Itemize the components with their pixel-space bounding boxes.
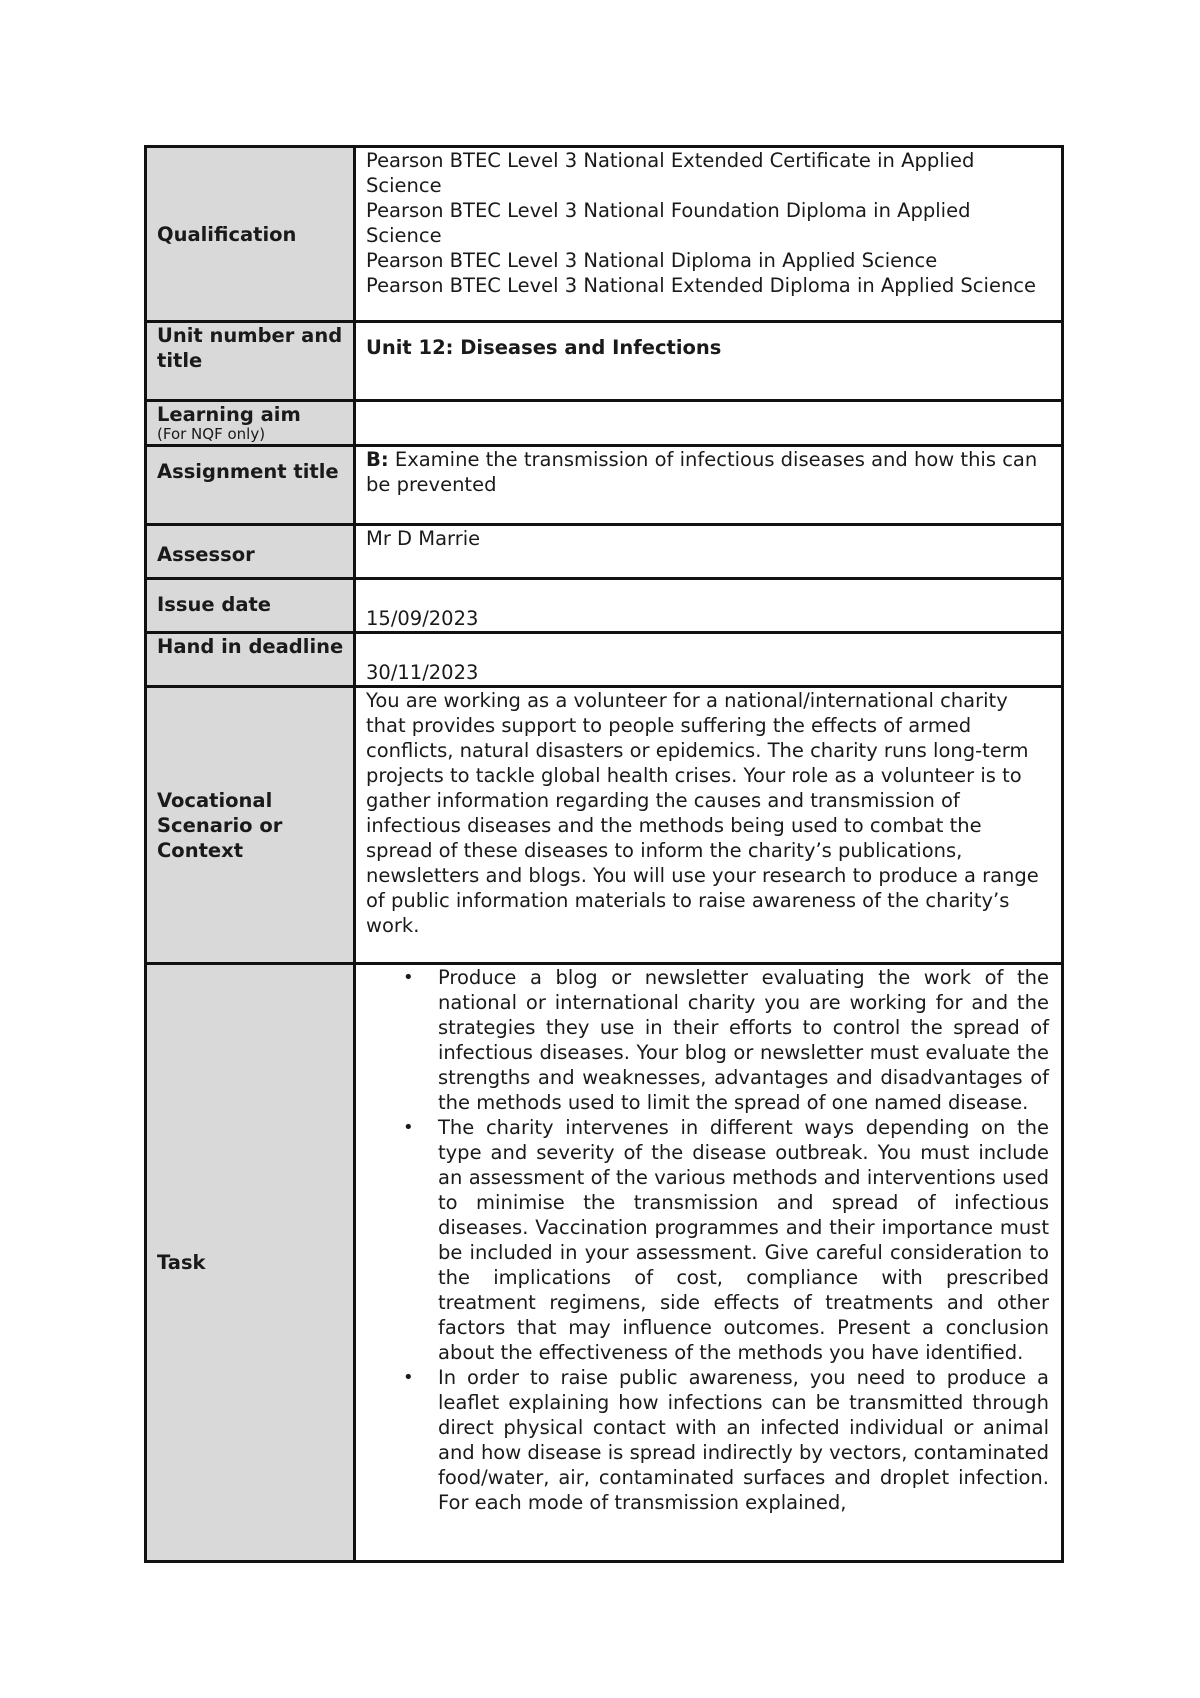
qualification-line: Pearson BTEC Level 3 National Extended Diploma in Applied Science — [366, 274, 1037, 297]
issue-date-label: Issue date — [146, 579, 355, 633]
hand-in-label: Hand in deadline — [146, 633, 355, 687]
task-item — [403, 965, 1051, 1115]
scenario-label: Vocational Scenario or Context — [146, 687, 355, 964]
task-row — [146, 964, 1063, 1562]
learning-aim-row — [146, 401, 1063, 446]
assessor-label: Assessor — [146, 525, 355, 579]
hand-in-deadline-value: 30/11/2023 — [355, 633, 1063, 687]
task-item-text: In order to raise public awareness, you need to produce a leaflet explaining how infections can be transmitted through direct physical contact with an infected individual or animal and how disease is spread indirectly by vectors, contaminated food/water, air, contaminated surfaces and droplet infection. For each mode of transmission explained, — [438, 1366, 1049, 1514]
task-item-text: The charity intervenes in different ways depending on the type and severity of the disease outbreak. You must include an assessment of the various methods and interventions used to minimise the transmission and spread of infectious diseases. Vaccination programmes and their importance must be included in your assessment. Give careful consideration to the implications of cost, compliance with prescribed treatment regimens, side effects of treatments and other factors that may influence outcomes. Present a conclusion about the effectiveness of the methods you have identified. — [438, 1116, 1049, 1364]
issue-date-row — [146, 579, 1063, 633]
scenario-text: You are working as a volunteer for a national/international charity that provides support to people suffering the effects of armed conflicts, natural disasters or epidemics. The charity runs long-term projects to tackle global health crises. Your role as a volunteer is to gather information regarding the causes and transmission of infectious diseases and the methods being used to combat the spread of these diseases to inform the charity’s publications, newsletters and blogs. You will use your research to produce a range of public information materials to raise awareness of the charity’s work. — [355, 687, 1063, 964]
scenario-row — [146, 687, 1063, 964]
task-label: Task — [146, 964, 355, 1562]
assessor-row — [146, 525, 1063, 579]
assignment-title-label: Assignment title — [146, 446, 355, 525]
task-item-text: Produce a blog or newsletter evaluating the work of the national or international charity you are working for and the strategies they use in their efforts to control the spread of infectious diseases. Your blog or newsletter must evaluate the strengths and weaknesses, advantages and disadvantages of the methods used to limit the spread of one named disease. — [438, 966, 1049, 1114]
assignment-title-value — [355, 446, 1063, 525]
assessor-value: Mr D Marrie — [355, 525, 1063, 579]
bullet-icon: • — [403, 1117, 414, 1138]
learning-aim-value — [355, 401, 1063, 446]
assignment-brief-table — [144, 145, 1064, 1563]
qualification-row — [146, 147, 1063, 322]
learning-aim-letter: B: — [366, 448, 389, 471]
task-item — [403, 1365, 1051, 1515]
qualification-line: Pearson BTEC Level 3 National Extended Certificate in Applied Science — [366, 149, 975, 197]
qualification-line: Pearson BTEC Level 3 National Diploma in Applied Science — [366, 249, 938, 272]
hand-in-row — [146, 633, 1063, 687]
learning-aim-label-text: Learning aim — [157, 402, 301, 426]
learning-aim-note: (For NQF only) — [157, 424, 266, 443]
task-item — [403, 1115, 1051, 1365]
bullet-icon: • — [403, 967, 414, 988]
learning-aim-label — [146, 401, 355, 446]
assignment-title-text: Examine the transmission of infectious diseases and how this can be prevented — [366, 448, 1038, 496]
unit-row — [146, 322, 1063, 401]
task-list — [366, 965, 1051, 1515]
unit-value — [355, 322, 1063, 401]
assignment-title-row — [146, 446, 1063, 525]
qualification-label: Qualification — [146, 147, 355, 322]
issue-date-value: 15/09/2023 — [355, 579, 1063, 633]
unit-title: Unit 12: Diseases and Infections — [366, 336, 722, 359]
bullet-icon: • — [403, 1367, 414, 1388]
qualification-value — [355, 147, 1063, 322]
unit-label: Unit number and title — [146, 322, 355, 401]
task-value — [355, 964, 1063, 1562]
qualification-line: Pearson BTEC Level 3 National Foundation Diploma in Applied Science — [366, 199, 971, 247]
